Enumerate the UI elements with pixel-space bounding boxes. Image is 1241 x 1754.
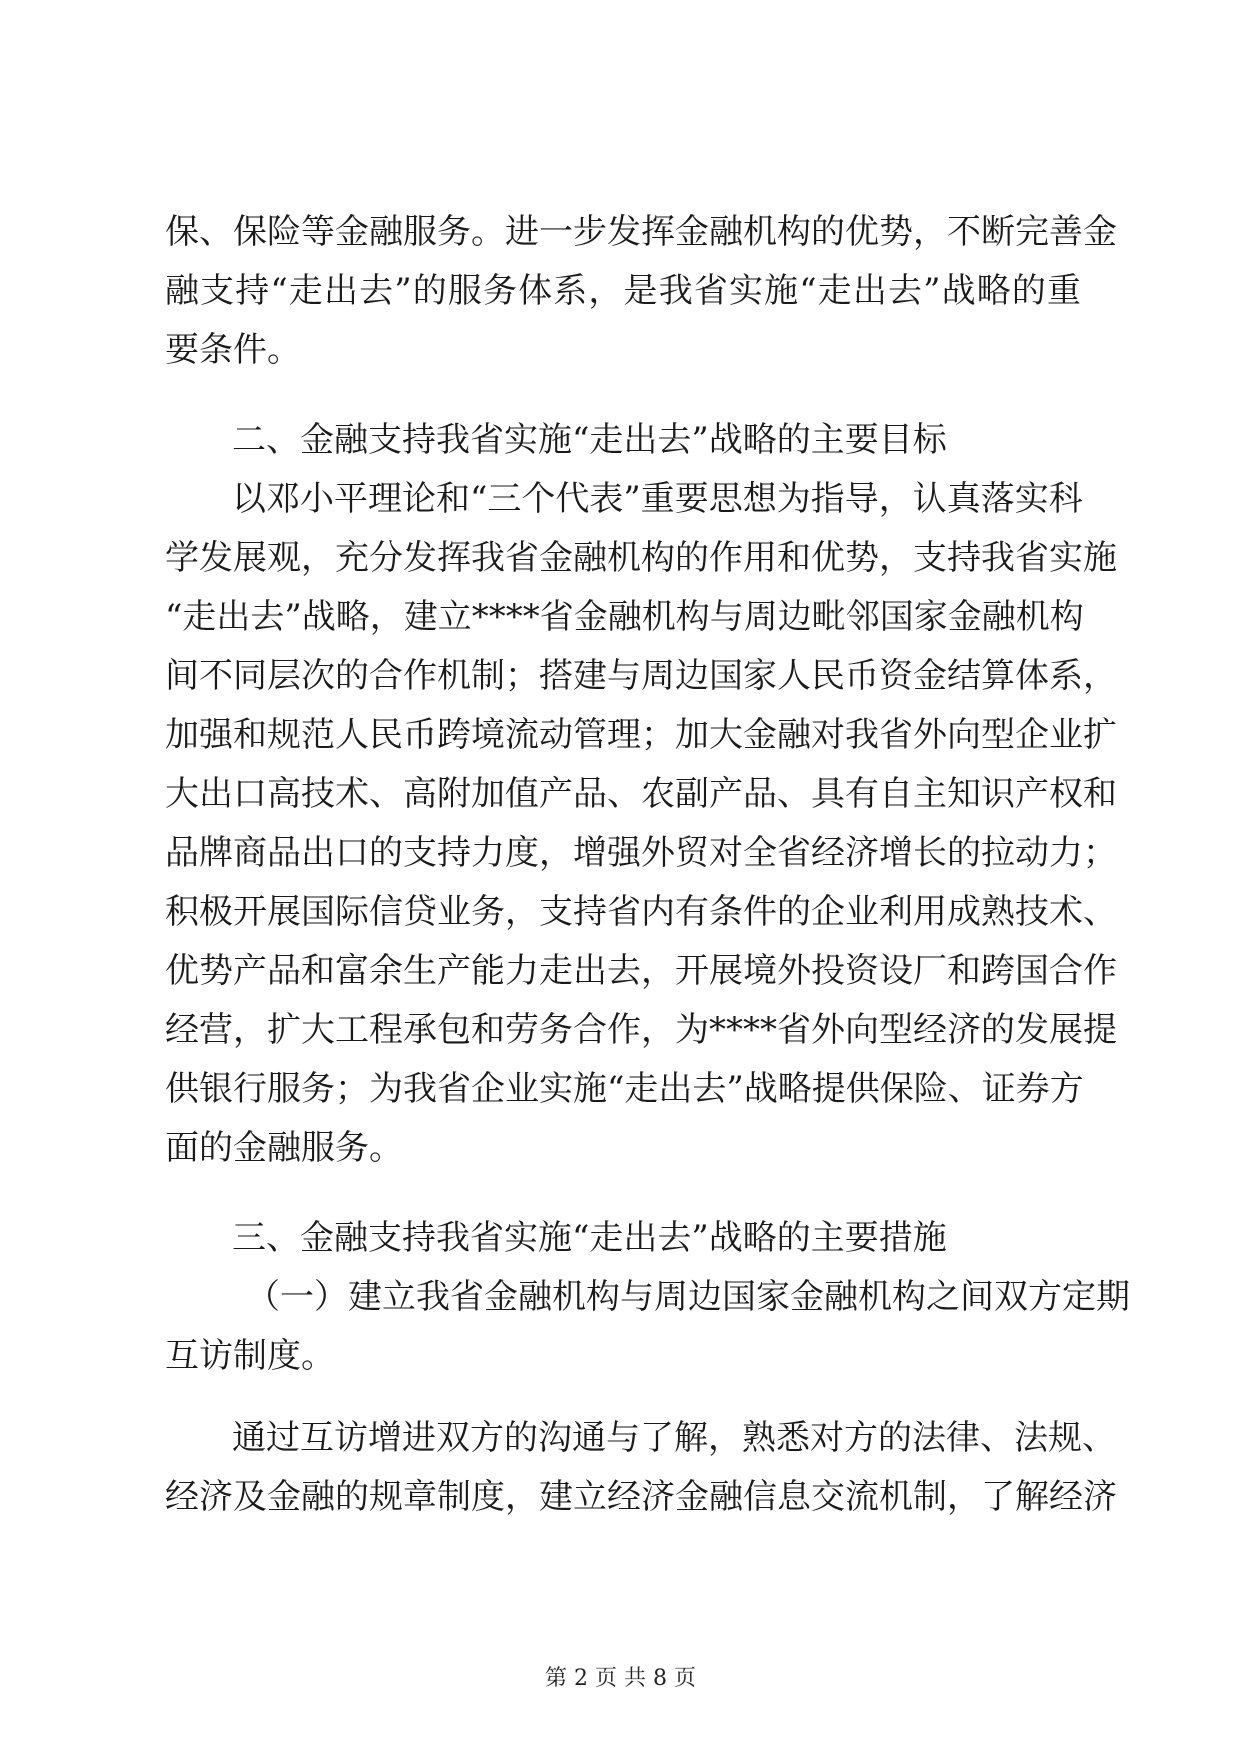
page-footer: 第 2 页 共 8 页 [545, 1666, 696, 1691]
text-line: 经营，扩大工程承包和劳务合作，为****省外向型经济的发展提 [165, 1010, 1117, 1050]
text-line: 积极开展国际信贷业务，支持省内有条件的企业利用成熟技术、 [165, 892, 1117, 932]
text-line: 学发展观，充分发挥我省金融机构的作用和优势，支持我省实施 [165, 538, 1117, 578]
section-heading-3: 三、金融支持我省实施“走出去”战略的主要措施 [232, 1218, 947, 1258]
text-line: 要条件。 [165, 330, 301, 370]
text-line: “走出去”战略，建立****省金融机构与周边毗邻国家金融机构 [165, 597, 1084, 637]
text-line: 优势产品和富余生产能力走出去，开展境外投资设厂和跨国合作 [165, 951, 1117, 991]
text-line: 加强和规范人民币跨境流动管理；加大金融对我省外向型企业扩 [165, 715, 1117, 755]
text-line: 以邓小平理论和“三个代表”重要思想为指导，认真落实科 [232, 479, 1083, 519]
section-heading-2: 二、金融支持我省实施“走出去”战略的主要目标 [232, 420, 947, 460]
text-line: 供银行服务；为我省企业实施“走出去”战略提供保险、证券方 [165, 1069, 1084, 1109]
text-line: 通过互访增进双方的沟通与了解，熟悉对方的法律、法规、 [232, 1418, 1116, 1458]
text-line: 间不同层次的合作机制；搭建与周边国家人民币资金结算体系， [165, 656, 1117, 696]
text-line: 保、保险等金融服务。进一步发挥金融机构的优势，不断完善金 [165, 212, 1117, 252]
text-line: 互访制度。 [165, 1336, 335, 1376]
text-line: 品牌商品出口的支持力度，增强外贸对全省经济增长的拉动力； [165, 833, 1117, 873]
text-line: 融支持“走出去”的服务体系，是我省实施“走出去”战略的重 [165, 271, 1081, 311]
subsection-heading-1: （一）建立我省金融机构与周边国家金融机构之间双方定期 [246, 1277, 1130, 1317]
text-line: 大出口高技术、高附加值产品、农副产品、具有自主知识产权和 [165, 774, 1117, 814]
text-line: 面的金融服务。 [165, 1128, 403, 1168]
text-line: 经济及金融的规章制度，建立经济金融信息交流机制，了解经济 [165, 1477, 1117, 1517]
